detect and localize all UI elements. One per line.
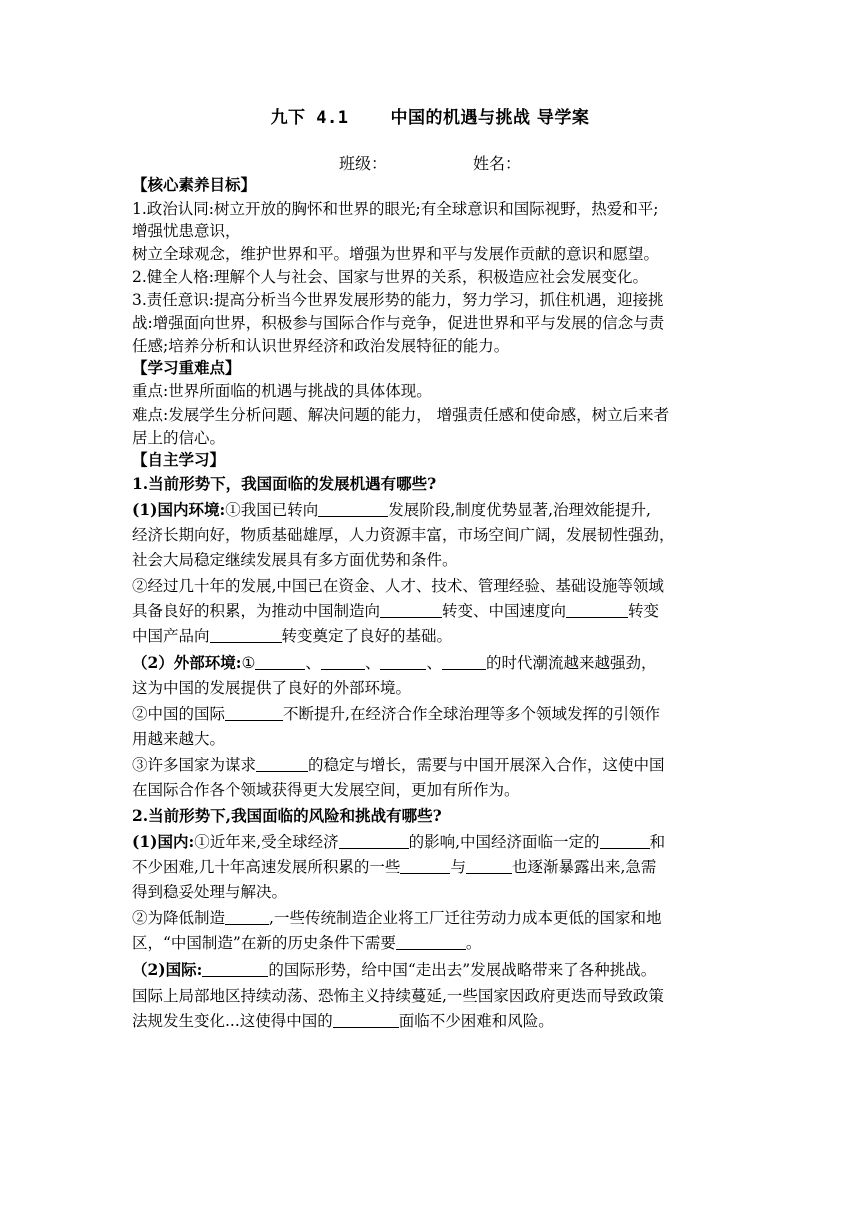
- blank[interactable]: [321, 654, 365, 670]
- q2-international-line-1: （2)国际: 的国际形势，给中国“走出去”发展战略带来了各种挑战。: [132, 960, 657, 979]
- core-line-2: 增强忧患意识，: [132, 222, 241, 240]
- blank[interactable]: [566, 602, 628, 618]
- q1-ext3-line-1: ③许多国家为谋求 的稳定与增长，需要与中国开展深入合作，这使中国: [132, 756, 665, 774]
- q1-external-line-1: （2）外部环境:① 、 、 、 的时代潮流越来越强劲，: [132, 653, 657, 672]
- q1-p2-line-3: 中国产品向 转变奠定了良好的基础。: [132, 627, 453, 645]
- q1-ext3-line-2: 在国际合作各个领域获得更大发展空间，更加有所作为。: [132, 781, 520, 799]
- q1-p2-line-1: ②经过几十年的发展,中国已在资金、人才、技术、管理经验、基础设施等领域: [132, 577, 664, 595]
- blank[interactable]: [400, 858, 450, 874]
- q1-ext2-line-2: 用越来越大。: [132, 730, 226, 748]
- q1-domestic-line-2: 经济长期向好，物质基础雄厚，人力资源丰富，市场空间广阔，发展韧性强劲，: [132, 526, 675, 544]
- key-line-3: 居上的信心。: [132, 429, 226, 447]
- q1-p2-line-2: 具备良好的积累，为推动中国制造向 转变、中国速度向 转变: [132, 602, 660, 620]
- blank[interactable]: [339, 833, 409, 849]
- class-label: 班级：: [338, 154, 387, 173]
- blank[interactable]: [202, 961, 268, 977]
- core-line-5: 3.责任意识:提高分析当今世界发展形势的能力，努力学习，抓住机遇，迎接挑: [132, 291, 664, 309]
- q1-external-line-2: 这为中国的发展提供了良好的外部环境。: [132, 679, 412, 697]
- blank[interactable]: [255, 654, 305, 670]
- key-heading: 【学习重难点】: [132, 358, 241, 377]
- q2-domestic-line-2: 不少困难,几十年高速发展所积累的一些 与 也逐渐暴露出来,急需: [132, 858, 657, 876]
- core-line-1: 1.政治认同:树立开放的胸怀和世界的眼光;有全球意识和国际视野，热爱和平;: [132, 200, 659, 218]
- lesson-title: 中国的机遇与挑战 导学案: [390, 108, 590, 128]
- q2-p2-line-2: 区，“中国制造”在新的历史条件下需要 。: [132, 934, 482, 952]
- q1-domestic-line-1: (1)国内环境:①我国已转向 发展阶段,制度优势显著,治理效能提升,: [132, 500, 651, 519]
- core-line-6: 战:增强面向世界，积极参与国际合作与竞争，促进世界和平与发展的信念与责: [132, 314, 665, 332]
- self-heading: 【自主学习】: [132, 450, 226, 469]
- blank[interactable]: [225, 705, 283, 721]
- q2-domestic-line-1: (1)国内:①近年来,受全球经济 的影响,中国经济面临一定的 和: [132, 832, 666, 851]
- document-title: [0, 103, 860, 128]
- blank[interactable]: [380, 654, 426, 670]
- key-line-1: 重点:世界所面临的机遇与挑战的具体体现。: [132, 382, 432, 400]
- q2-p2-line-1: ②为降低制造 ,一些传统制造企业将工厂迁往劳动力成本更低的国家和地: [132, 909, 662, 927]
- q1-domestic-line-3: 社会大局稳定继续发展具有多方面优势和条件。: [132, 551, 458, 569]
- core-line-4: 2.健全人格:理解个人与社会、国家与世界的关系，积极造应社会发展变化。: [132, 268, 649, 286]
- blank[interactable]: [396, 934, 466, 950]
- q2-international-line-2: 国际上局部地区持续动荡、恐怖主义持续蔓延,一些国家因政府更迭而导致政策: [132, 987, 664, 1005]
- blank[interactable]: [600, 833, 650, 849]
- name-label: 姓名：: [473, 154, 522, 173]
- q2-international-line-3: 法规发生变化...这使得中国的 面临不少困难和风险。: [132, 1012, 554, 1030]
- blank[interactable]: [466, 858, 512, 874]
- blank[interactable]: [210, 627, 282, 643]
- lesson-code: 九下 4.1: [270, 108, 349, 128]
- blank[interactable]: [380, 602, 442, 618]
- blank[interactable]: [318, 501, 388, 517]
- class-name-line: [0, 151, 860, 174]
- key-line-2: 难点:发展学生分析问题、解决问题的能力， 增强责任感和使命感，树立后来者: [132, 406, 670, 424]
- q2-domestic-line-3: 得到稳妥处理与解决。: [132, 883, 288, 901]
- core-heading: 【核心素养目标】: [132, 175, 257, 194]
- q1-ext2-line-1: ②中国的国际 不断提升,在经济合作全球治理等多个领域发挥的引领作: [132, 705, 660, 723]
- core-line-3: 树立全球观念，维护世界和平。增强为世界和平与发展作贡献的意识和愿望。: [132, 245, 660, 263]
- blank[interactable]: [256, 756, 308, 772]
- blank[interactable]: [442, 654, 486, 670]
- blank[interactable]: [333, 1012, 399, 1028]
- question-2: 2.当前形势下,我国面临的风险和挑战有哪些?: [132, 806, 442, 825]
- core-line-7: 任感;培养分析和认识世界经济和政治发展特征的能力。: [132, 337, 510, 355]
- question-1: 1.当前形势下，我国面临的发展机遇有哪些?: [132, 474, 437, 493]
- blank[interactable]: [225, 909, 269, 925]
